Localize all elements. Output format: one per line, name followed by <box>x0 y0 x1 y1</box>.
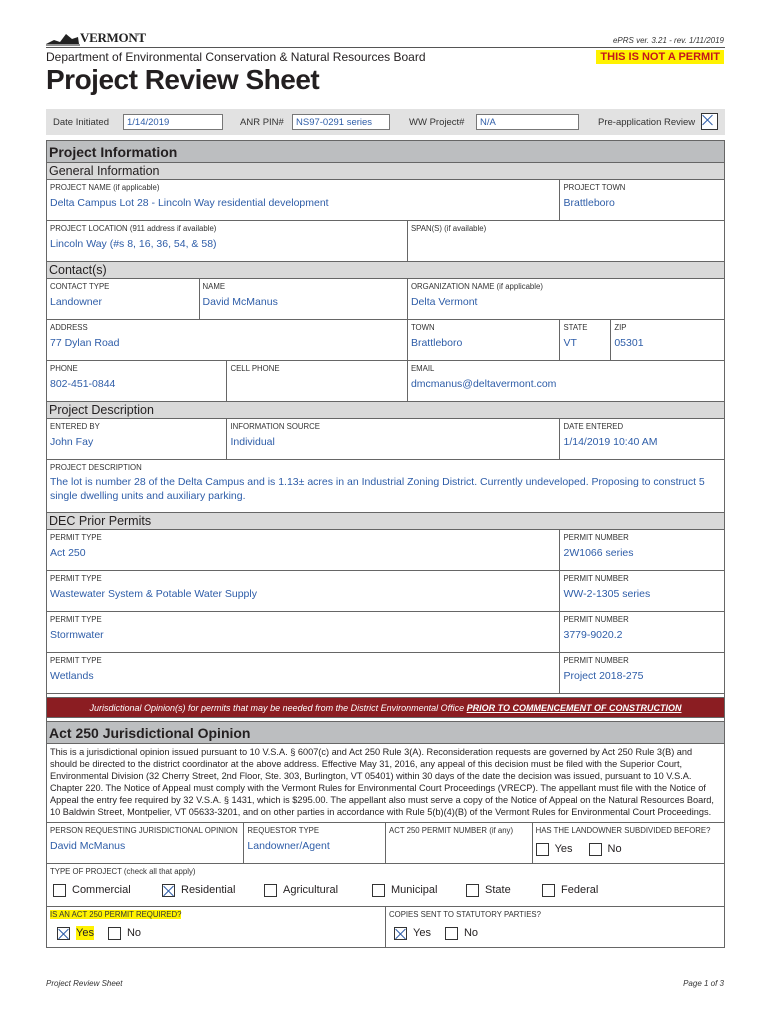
contact-name-label: NAME <box>202 282 226 291</box>
act250-permit-number-cell <box>386 823 533 863</box>
date-initiated-field[interactable]: 1/14/2019 <box>123 114 223 130</box>
description-row-1 <box>47 419 724 460</box>
agricultural-checkbox[interactable] <box>264 884 277 897</box>
residential-checkbox[interactable] <box>162 884 175 897</box>
state-label: STATE <box>563 323 588 332</box>
subdivided-options <box>533 837 724 863</box>
copies-sent-label: COPIES SENT TO STATUTORY PARTIES? <box>389 909 541 919</box>
subdivided-no-checkbox[interactable] <box>589 843 602 856</box>
phone-label: PHONE <box>50 364 78 373</box>
town-cell <box>408 320 561 360</box>
date-entered-cell <box>560 419 724 459</box>
contact-type-label: CONTACT TYPE <box>50 282 110 291</box>
date-entered-field[interactable]: 1/14/2019 10:40 AM <box>563 436 658 448</box>
permit-row <box>47 571 724 612</box>
town-label: TOWN <box>410 323 435 332</box>
town-field[interactable]: Brattleboro <box>410 337 463 349</box>
project-location-label: PROJECT LOCATION (911 address if available) <box>50 224 217 233</box>
required-no-label: No <box>126 927 142 940</box>
footer-title: Project Review Sheet <box>46 979 123 988</box>
zip-cell <box>611 320 724 360</box>
project-type-commercial[interactable] <box>53 884 131 897</box>
contact-row-1 <box>47 279 724 320</box>
page-title: Project Review Sheet <box>46 64 320 95</box>
project-description-heading: Project Description <box>47 402 724 419</box>
project-type-municipal[interactable] <box>372 884 437 897</box>
info-source-cell <box>227 419 560 459</box>
requester-row <box>47 823 724 864</box>
project-type-residential[interactable] <box>162 884 235 897</box>
residential-label: Residential <box>181 884 236 897</box>
entered-by-label: ENTERED BY <box>50 422 100 431</box>
jurisdictional-banner <box>47 698 724 718</box>
project-type-row <box>47 864 724 907</box>
address-label: ADDRESS <box>50 323 88 332</box>
permit-number-cell <box>560 653 724 693</box>
contact-row-2 <box>47 320 724 361</box>
permit-type-label: PERMIT TYPE <box>50 615 102 624</box>
banner-text: Jurisdictional Opinion(s) for permits that may be needed from the District Environmental Office <box>89 703 467 713</box>
ww-project-field[interactable]: N/A <box>476 114 579 130</box>
span-field[interactable] <box>408 235 724 261</box>
required-no-checkbox[interactable] <box>108 927 121 940</box>
project-town-cell <box>560 180 724 220</box>
required-no-option[interactable] <box>108 926 141 940</box>
permit-row <box>47 530 724 571</box>
permit-required-highlight: IS AN ACT 250 PERMIT REQUIRED? <box>50 909 182 919</box>
permit-required-options <box>47 921 385 947</box>
permit-required-label <box>47 907 385 921</box>
project-type-cell <box>47 864 724 906</box>
permit-number-field[interactable]: 3779-9020.2 <box>563 629 623 641</box>
permit-type-label: PERMIT TYPE <box>50 574 102 583</box>
contact-type-field[interactable]: Landowner <box>50 296 102 308</box>
commercial-label: Commercial <box>72 884 131 897</box>
copies-no-label: No <box>463 927 479 940</box>
subdivided-no-option[interactable] <box>589 842 622 856</box>
anr-pin-field[interactable]: NS97-0291 series <box>292 114 390 130</box>
permit-row <box>47 653 724 694</box>
org-field[interactable]: Delta Vermont <box>410 296 478 308</box>
project-name-row <box>47 180 724 221</box>
copies-yes-option[interactable] <box>394 926 431 940</box>
version-label: ePRS ver. 3.21 - rev. 1/11/2019 <box>612 36 724 45</box>
review-form <box>46 140 725 948</box>
copies-yes-checkbox[interactable] <box>394 927 407 940</box>
contact-type-cell <box>47 279 200 319</box>
permit-type-field[interactable]: Wastewater System & Potable Water Supply <box>50 588 257 600</box>
state-field[interactable]: VT <box>563 337 577 349</box>
copies-sent-options <box>386 921 724 947</box>
project-name-field[interactable]: Delta Campus Lot 28 - Lincoln Way residential development <box>50 197 329 209</box>
requester-cell <box>47 823 244 863</box>
requester-field[interactable]: David McManus <box>50 839 126 852</box>
project-type-options <box>47 878 724 906</box>
copies-yes-label: Yes <box>413 927 431 940</box>
copies-sent-cell <box>386 907 724 947</box>
project-info-heading: Project Information <box>47 141 724 163</box>
yes-label: Yes <box>554 843 573 856</box>
act250-heading: Act 250 Jurisdictional Opinion <box>47 722 724 744</box>
entered-by-field[interactable]: John Fay <box>50 436 94 448</box>
span-label: SPAN(S) (if available) <box>410 224 487 233</box>
description-row-2 <box>47 460 724 513</box>
requestor-type-cell <box>244 823 386 863</box>
permit-required-cell <box>47 907 386 947</box>
project-desc-field[interactable]: The lot is number 28 of the Delta Campus and is 1.13± acres in an Industrial Zoning District. Currently undeveloped. Proposing to construct 5 single dwelling units and auxiliary parking. <box>50 476 705 502</box>
project-name-label: PROJECT NAME (if applicable) <box>50 183 160 192</box>
no-label: No <box>607 843 622 856</box>
ww-project-label: WW Project# <box>409 117 465 128</box>
municipal-label: Municipal <box>391 884 438 897</box>
project-desc-label: PROJECT DESCRIPTION <box>50 463 142 472</box>
act250-permit-number-label: ACT 250 PERMIT NUMBER (if any) <box>389 825 514 835</box>
cell-phone-label: CELL PHONE <box>230 364 280 373</box>
municipal-checkbox[interactable] <box>372 884 385 897</box>
project-type-label: TYPE OF PROJECT (check all that apply) <box>50 866 196 876</box>
permit-type-field[interactable]: Stormwater <box>50 629 104 641</box>
required-yes-label: Yes <box>76 927 94 940</box>
banner-emphasis: PRIOR TO COMMENCEMENT OF CONSTRUCTION <box>466 703 682 713</box>
state-cell <box>560 320 611 360</box>
org-label: ORGANIZATION NAME (if applicable) <box>410 282 543 291</box>
project-location-field[interactable]: Lincoln Way (#s 8, 16, 36, 54, & 58) <box>50 238 217 250</box>
info-source-field[interactable]: Individual <box>230 436 275 448</box>
permit-type-cell <box>47 530 560 570</box>
zip-label: ZIP <box>614 323 627 332</box>
permit-required-row <box>47 907 724 947</box>
state-type-label: State <box>485 884 511 897</box>
cell-phone-cell <box>227 361 407 401</box>
project-town-label: PROJECT TOWN <box>563 183 626 192</box>
email-label: EMAIL <box>410 364 435 373</box>
requestor-type-field[interactable]: Landowner/Agent <box>247 839 330 852</box>
state-checkbox[interactable] <box>466 884 479 897</box>
agricultural-label: Agricultural <box>283 884 339 897</box>
copies-no-option[interactable] <box>445 926 478 940</box>
phone-field[interactable]: 802-451-0844 <box>50 378 116 390</box>
info-bar <box>46 109 725 135</box>
department-name: Department of Environmental Conservation & Natural Resources Board <box>46 50 426 64</box>
phone-cell <box>47 361 227 401</box>
permit-number-label: PERMIT NUMBER <box>563 656 629 665</box>
permit-type-field[interactable]: Wetlands <box>50 670 94 682</box>
project-location-row <box>47 221 724 262</box>
required-yes-option[interactable] <box>57 926 94 940</box>
prior-permits-heading: DEC Prior Permits <box>47 513 724 530</box>
org-cell <box>408 279 724 319</box>
project-desc-cell <box>47 460 724 512</box>
permit-number-field[interactable]: 2W1066 series <box>563 547 634 559</box>
federal-checkbox[interactable] <box>542 884 555 897</box>
project-type-state[interactable] <box>466 884 511 897</box>
copies-no-checkbox[interactable] <box>445 927 458 940</box>
permit-number-field[interactable]: Project 2018-275 <box>563 670 644 682</box>
contact-row-3 <box>47 361 724 402</box>
subdivided-label: HAS THE LANDOWNER SUBDIVIDED BEFORE? <box>535 825 711 835</box>
permit-type-cell <box>47 612 560 652</box>
permit-type-cell <box>47 571 560 611</box>
permit-type-cell <box>47 653 560 693</box>
address-cell <box>47 320 408 360</box>
span-cell <box>408 221 724 261</box>
project-type-federal[interactable] <box>542 884 598 897</box>
permit-row <box>47 612 724 653</box>
permit-number-cell <box>560 612 724 652</box>
required-yes-checkbox[interactable] <box>57 927 70 940</box>
act250-body-text: This is a jurisdictional opinion issued pursuant to 10 V.S.A. § 6007(c) and Act 250 Rule 3(A). Reconsideration requests are governed by Act 250 Rule 3(B) and should be directed to the district coordinator at the above address. Effective May 31, 2016, any appeal of this decision must be filed with the Superior Court, Environmental Division (32 Cherry Street, 2nd Floor, Ste. 303, Burlington, VT 05401) within 30 days of the date the decision was issued, pursuant to 10 V.S.A. Chapter 220. The Notice of Appeal must comply with the Vermont Rules for Environmental Court Proceedings (VRECP). The appellant must file with the Notice of Appeal the entry fee required by 32 V.S.A. § 1431, which is $295.00. The appellant also must serve a copy of the Notice of Appeal on the Natural Resources Board, 10 Baldwin Street, Montpelier, VT 05633-3201, and on other parties in accordance with Rule 5(b)(4)(B) of the Vermont Rules for Environmental Court Proceedings. <box>47 744 724 823</box>
entered-by-cell <box>47 419 227 459</box>
contact-name-field[interactable]: David McManus <box>202 296 278 308</box>
date-entered-label: DATE ENTERED <box>563 422 624 431</box>
pre-application-checkbox[interactable] <box>701 113 718 130</box>
email-field[interactable]: dmcmanus@deltavermont.com <box>410 378 557 390</box>
permit-number-field[interactable]: WW-2-1305 series <box>563 588 651 600</box>
project-type-agricultural[interactable] <box>264 884 338 897</box>
info-source-label: INFORMATION SOURCE <box>230 422 320 431</box>
permit-number-label: PERMIT NUMBER <box>563 533 629 542</box>
permit-type-label: PERMIT TYPE <box>50 533 102 542</box>
permit-type-label: PERMIT TYPE <box>50 656 102 665</box>
subdivided-yes-checkbox[interactable] <box>536 843 549 856</box>
permit-number-cell <box>560 571 724 611</box>
subdivided-yes-option[interactable] <box>536 842 573 856</box>
requester-label: PERSON REQUESTING JURISDICTIONAL OPINION <box>50 825 238 835</box>
zip-field[interactable]: 05301 <box>614 337 644 349</box>
commercial-checkbox[interactable] <box>53 884 66 897</box>
subdivided-cell <box>533 823 724 863</box>
act250-permit-number-field[interactable] <box>386 837 532 863</box>
requestor-type-label: REQUESTOR TYPE <box>247 825 320 835</box>
project-name-cell <box>47 180 560 220</box>
project-location-cell <box>47 221 408 261</box>
pre-application-label: Pre-application Review <box>598 117 696 128</box>
general-info-heading: General Information <box>47 163 724 180</box>
logo-text: VERMONT <box>80 30 146 45</box>
not-permit-badge: THIS IS NOT A PERMIT <box>596 50 724 64</box>
permit-number-label: PERMIT NUMBER <box>563 615 629 624</box>
permit-number-cell <box>560 530 724 570</box>
cell-phone-field[interactable] <box>227 375 406 401</box>
page-number: Page 1 of 3 <box>683 979 724 988</box>
contact-name-cell <box>200 279 408 319</box>
permit-type-field[interactable]: Act 250 <box>50 547 86 559</box>
anr-pin-label: ANR PIN# <box>240 117 284 128</box>
permit-number-label: PERMIT NUMBER <box>563 574 629 583</box>
federal-label: Federal <box>561 884 599 897</box>
email-cell <box>408 361 724 401</box>
project-town-field[interactable]: Brattleboro <box>563 197 615 209</box>
contacts-heading: Contact(s) <box>47 262 724 279</box>
address-field[interactable]: 77 Dylan Road <box>50 337 120 349</box>
date-initiated-label: Date Initiated <box>53 117 109 128</box>
header-rule <box>46 47 725 48</box>
